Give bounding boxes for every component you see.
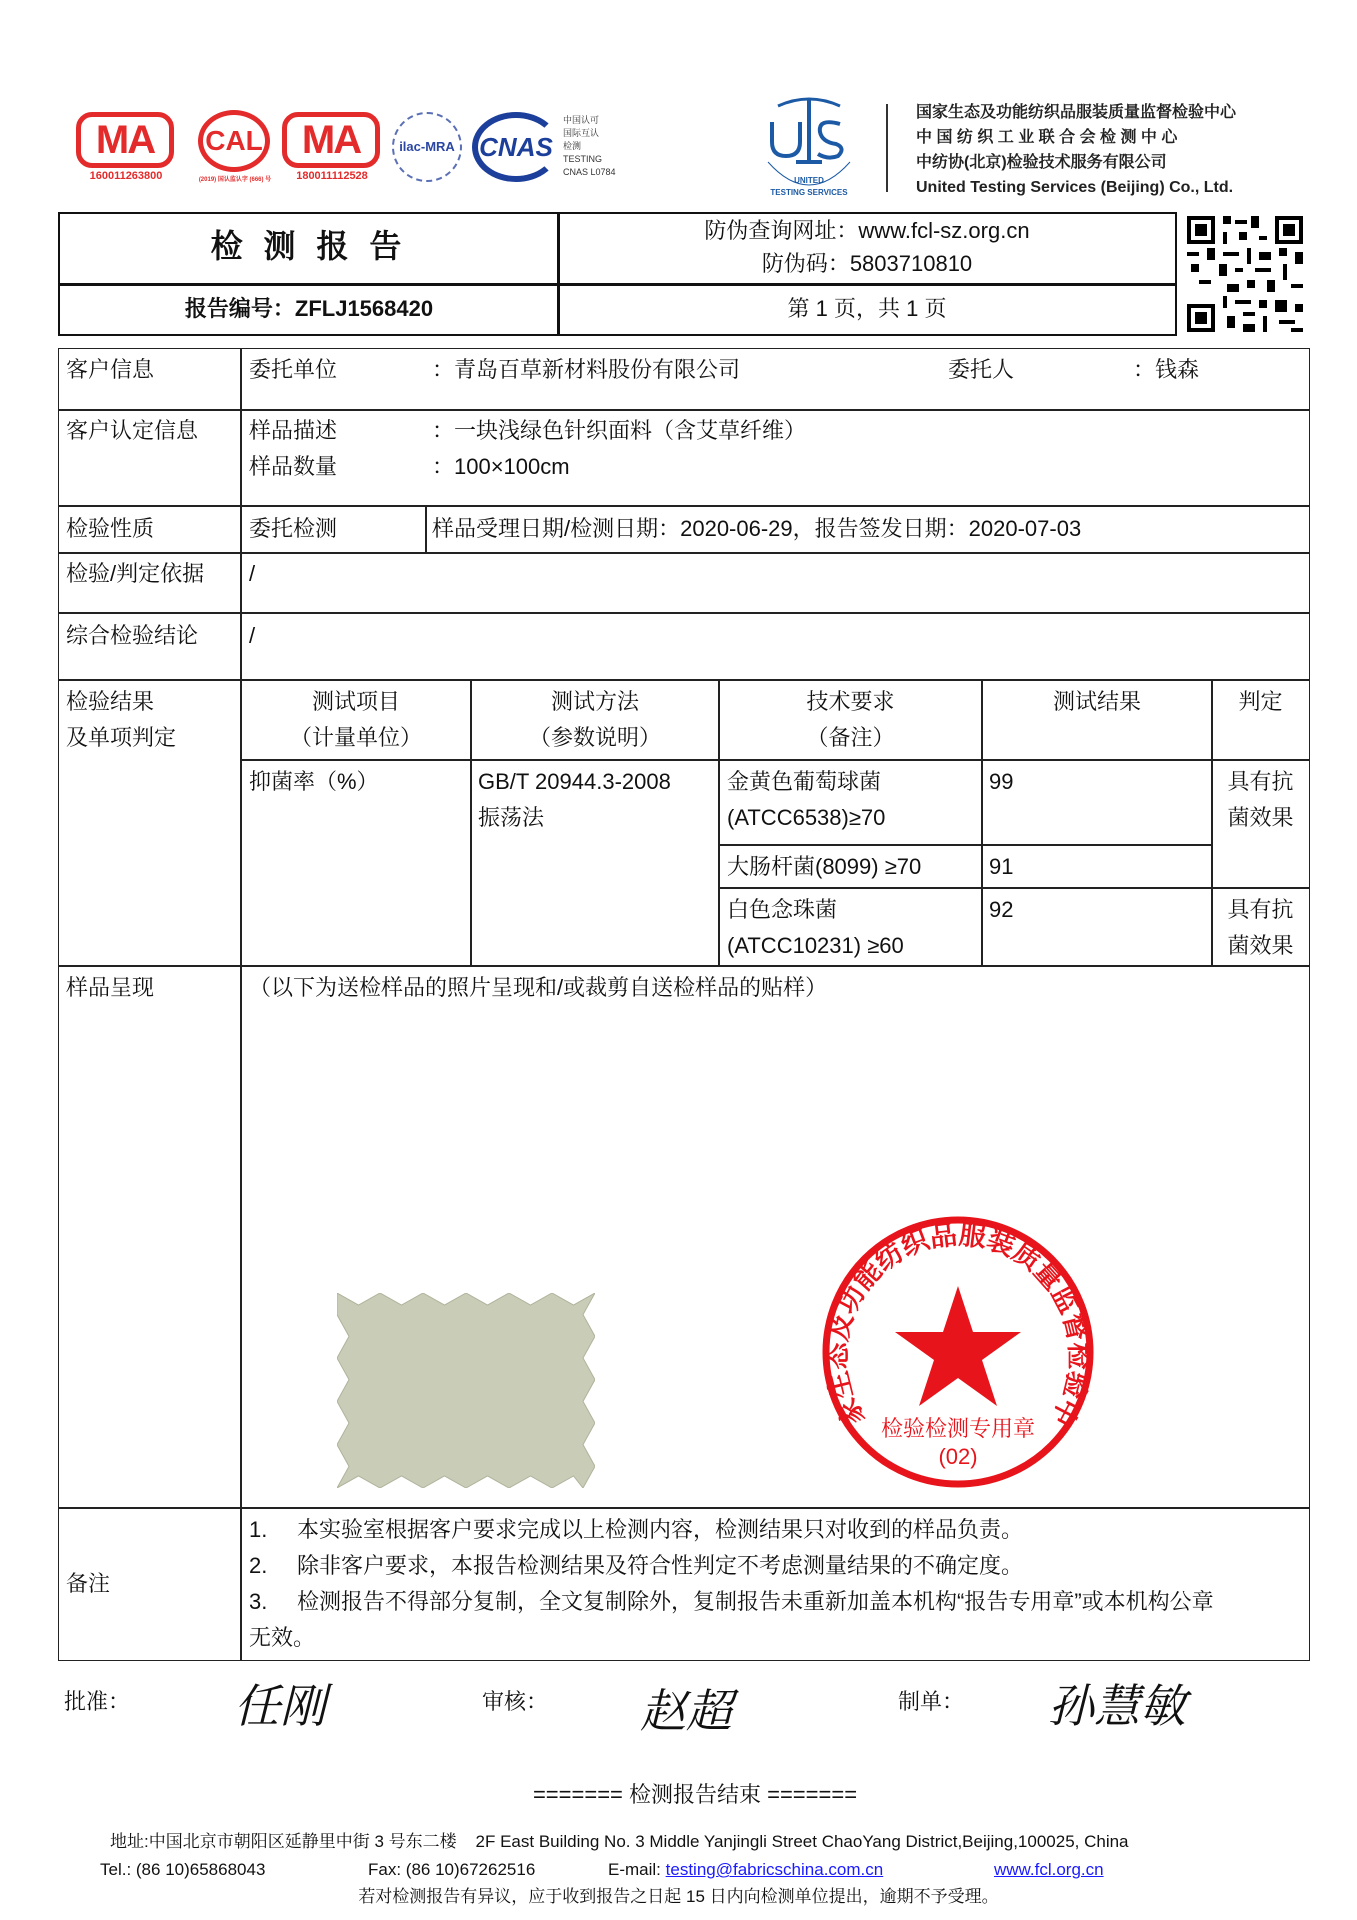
requirement-3: 白色念珠菌	[727, 897, 838, 922]
header-method-param: （参数说明）	[528, 725, 661, 750]
approve-signature: 任刚	[234, 1679, 326, 1733]
prepare-label: 制单：	[898, 1689, 965, 1714]
result-2: 91	[989, 854, 1014, 879]
requirement-1b: (ATCC6538)≥70	[727, 805, 886, 830]
logo-cal	[190, 110, 280, 190]
address-cn: 地址:中国北京市朝阳区延静里中街 3 号东二楼	[110, 1832, 457, 1851]
header-req-note: （备注）	[806, 725, 895, 750]
ma-logo-text: MA	[282, 112, 380, 168]
report-end: ======= 检测报告结束 =======	[532, 1782, 858, 1807]
sample-desc-value: ：一块浅绿色针织面料（含艾草纤维）	[432, 418, 807, 443]
entrusting-unit-value: ：青岛百草新材料股份有限公司	[432, 357, 741, 382]
sample-note: （以下为送检样品的照片呈现和/或裁剪自送检样品的贴样）	[249, 975, 828, 1000]
results-label: 检验结果	[66, 689, 155, 714]
nature-label: 检验性质	[66, 516, 155, 541]
review-signature: 赵超	[640, 1684, 732, 1738]
cal-logo-text: CAL	[198, 110, 270, 172]
logo-uts	[758, 92, 860, 200]
org-line: 中纺协(北京)检验技术服务有限公司	[916, 154, 1167, 171]
cnas-line: CNAS L0784	[563, 167, 616, 177]
header-req: 技术要求	[806, 689, 895, 714]
org-names	[916, 100, 1236, 200]
official-stamp	[820, 1214, 1096, 1490]
email-link[interactable]: testing@fabricschina.com.cn	[665, 1860, 884, 1879]
client-person-label: 委托人	[948, 357, 1015, 382]
test-method: GB/T 20944.3-2008	[478, 769, 671, 794]
verdict-1: 具有抗	[1227, 769, 1294, 794]
header-result: 测试结果	[1052, 689, 1141, 714]
address-en: 2F East Building No. 3 Middle Yanjingli Street ChaoYang District,Beijing,100025, China	[475, 1832, 1129, 1851]
qr-code[interactable]	[1187, 216, 1303, 332]
verify-url: 防伪查询网址：www.fcl-sz.org.cn	[704, 218, 1030, 243]
website-link[interactable]: www.fcl.org.cn	[994, 1860, 1104, 1879]
review-label: 审核：	[482, 1689, 549, 1714]
note-3-cont: 无效。	[249, 1625, 316, 1650]
verdict-3b: 菌效果	[1227, 933, 1294, 958]
result-cell-2	[981, 844, 1213, 889]
email-label: E-mail:	[608, 1860, 661, 1879]
note-2: 除非客户要求，本报告检测结果及符合性判定不考虑测量结果的不确定度。	[297, 1553, 1024, 1578]
header-item-unit: （计量单位）	[289, 725, 422, 750]
approve-label: 批准：	[64, 1689, 131, 1714]
ma-logo-text: MA	[76, 112, 174, 168]
test-method-2: 振荡法	[478, 805, 545, 830]
org-line: 国家生态及功能纺织品服装质量监督检验中心	[916, 104, 1237, 121]
note-3: 检测报告不得部分复制，全文复制除外，复制报告未重新加盖本机构“报告专用章”或本机构公章	[297, 1589, 1214, 1614]
fabric-swatch-image	[337, 1293, 595, 1488]
test-item: 抑菌率（%）	[249, 769, 379, 794]
divider	[886, 104, 888, 192]
note-1-num: 1.	[249, 1517, 268, 1542]
confirm-label: 客户认定信息	[66, 418, 199, 443]
logo-ma-1	[76, 112, 176, 188]
cnas-line: 中国认可	[563, 115, 600, 125]
tel: Tel.: (86 10)65868043	[100, 1860, 266, 1879]
requirement-1: 金黄色葡萄球菌	[727, 769, 882, 794]
conclusion-label: 综合检验结论	[66, 623, 199, 648]
report-title: 检 测 报 告	[210, 228, 408, 264]
stamp-ring-text: 家生态及功能纺织品服装质量监督检验中	[821, 1219, 1095, 1432]
result-cell-1	[981, 759, 1213, 846]
nature-value: 委托检测	[249, 516, 338, 541]
client-label: 客户信息	[66, 357, 155, 382]
cnas-line: TESTING	[563, 154, 603, 164]
logo-cnas: CNAS	[472, 112, 560, 182]
uts-inner: UNITED	[794, 176, 824, 185]
cnas-side-text	[563, 114, 616, 179]
client-person-value: ：钱森	[1133, 357, 1200, 382]
verdict-1b: 菌效果	[1227, 805, 1294, 830]
fax: Fax: (86 10)67262516	[368, 1860, 536, 1879]
org-line: 中 国 纺 织 工 业 联 合 会 检 测 中 心	[916, 129, 1178, 146]
disclaimer: 若对检测报告有异议，应于收到报告之日起 15 日内向检测单位提出，逾期不予受理。	[358, 1887, 999, 1906]
org-line: United Testing Services (Beijing) Co., Ltd.	[916, 179, 1234, 196]
sample-qty-label: 样品数量	[249, 454, 338, 479]
result-1: 99	[989, 769, 1014, 794]
cal-number: (2019) 国认监认字 (666) 号	[198, 177, 272, 183]
requirement-2: 大肠杆菌(8099) ≥70	[727, 854, 922, 879]
result-3: 92	[989, 897, 1014, 922]
results-label-2: 及单项判定	[66, 725, 177, 750]
header-verdict: 判定	[1238, 689, 1283, 714]
note-3-num: 3.	[249, 1589, 268, 1614]
header-item: 测试项目	[311, 689, 400, 714]
sample-desc-label: 样品描述	[249, 418, 338, 443]
page-indicator: 第 1 页，共 1 页	[787, 296, 947, 321]
report-number: 报告编号：ZFLJ1568420	[184, 296, 434, 321]
prepare-signature: 孙慧敏	[1048, 1679, 1186, 1733]
stamp-code: (02)	[938, 1444, 978, 1469]
stamp-bottom-text: 检验检测专用章	[880, 1416, 1036, 1441]
conclusion-value: /	[249, 623, 256, 648]
verify-code: 防伪码：5803710810	[761, 251, 973, 276]
basis-label: 检验/判定依据	[66, 561, 205, 586]
result-cell-3	[981, 887, 1213, 967]
basis-value-cell	[240, 552, 1310, 614]
notes-label: 备注	[66, 1571, 111, 1596]
ma-number: 160011263800	[89, 170, 163, 182]
sample-label-cell	[58, 965, 242, 1509]
basis-value: /	[249, 561, 256, 586]
requirement-3b: (ATCC10231) ≥60	[727, 933, 904, 958]
conclusion-value-cell	[240, 612, 1310, 681]
logo-ilac: ilac-MRA	[392, 112, 462, 182]
cnas-line: 检测	[563, 141, 582, 151]
verdict-3: 具有抗	[1227, 897, 1294, 922]
uts-ring: TESTING SERVICES	[770, 188, 848, 197]
note-2-num: 2.	[249, 1553, 268, 1578]
sample-qty-value: ：100×100cm	[432, 454, 570, 479]
cnas-line: 国际互认	[563, 128, 600, 138]
ma-number: 180011112528	[296, 170, 368, 182]
fabric-swatch	[337, 1293, 595, 1488]
logo-ma-2	[282, 112, 382, 188]
header-method: 测试方法	[550, 689, 639, 714]
note-1: 本实验室根据客户要求完成以上检测内容，检测结果只对收到的样品负责。	[297, 1517, 1024, 1542]
sample-label: 样品呈现	[66, 975, 155, 1000]
entrusting-unit-label: 委托单位	[249, 357, 338, 382]
star-icon	[895, 1286, 1021, 1406]
dates-text: 样品受理日期/检测日期：2020-06-29，报告签发日期：2020-07-03	[432, 516, 1082, 541]
